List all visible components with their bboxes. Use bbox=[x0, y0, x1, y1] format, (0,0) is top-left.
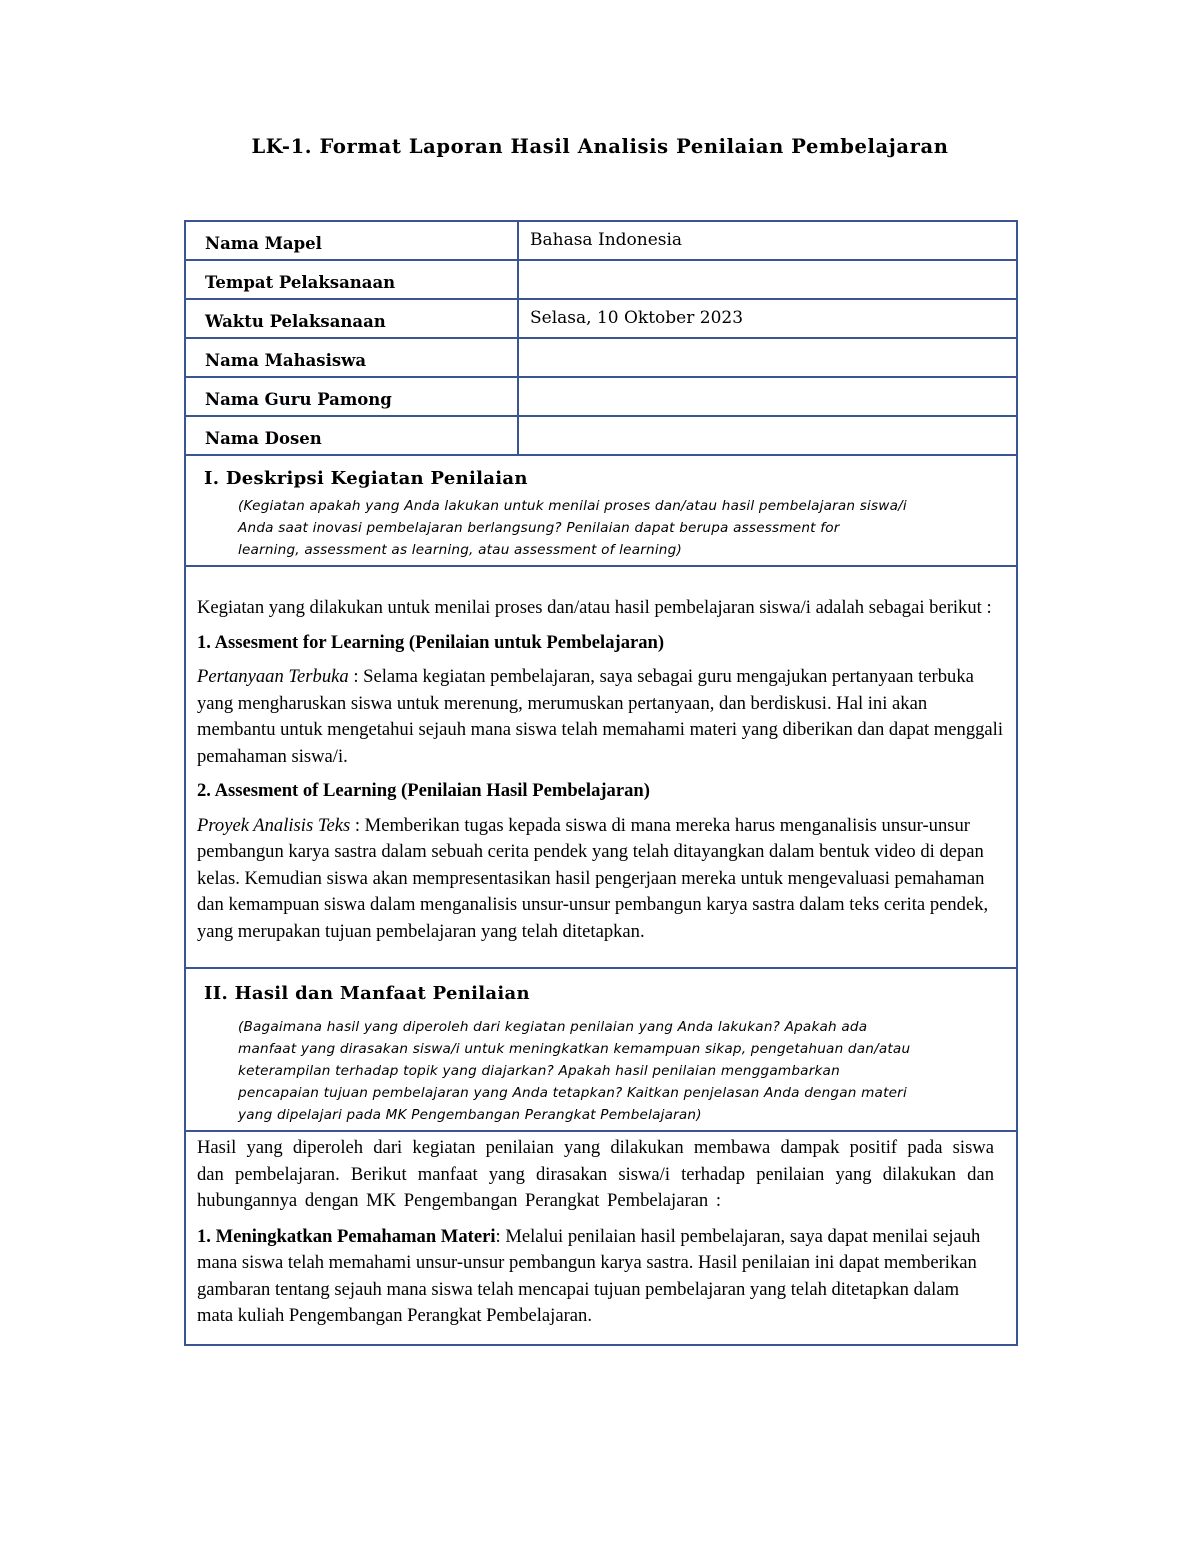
info-row-guru-pamong bbox=[185, 377, 1017, 416]
section2-note: (Bagaimana hasil yang diperoleh dari kegiatan penilaian yang Anda lakukan? Apakah ada manfaat yang dirasakan siswa/i untuk meningkatkan kemampuan sikap, pengetahuan dan/atau keterampilan terhadap topik yang diajarkan? Apakah hasil penilaian menggambarkan pencapaian tujuan pembelajaran yang Anda tetapkan? Kaitkan penjelasan Anda dengan materi yang dipelajari pada MK Pengembangan Perangkat Pembelajaran) bbox=[238, 1019, 911, 1123]
section2-title: II. Hasil dan Manfaat Penilaian bbox=[204, 983, 530, 1004]
label-nama-mahasiswa: Nama Mahasiswa bbox=[185, 338, 518, 377]
section2-item1-text: : Melalui penilaian hasil pembelajaran, saya dapat menilai sejauh mana siswa telah memahami unsur-unsur pembangun karya sastra. Hasil penilaian ini dapat memberikan gambaran tentang sejauh mana siswa telah mencapai tujuan pembelajaran yang telah ditetapkan dalam mata kuliah Pengembangan Perangkat Pembelajaran. bbox=[197, 1225, 981, 1326]
section1-body bbox=[185, 566, 1017, 968]
label-nama-guru-pamong: Nama Guru Pamong bbox=[185, 377, 518, 416]
section2-header-row bbox=[185, 968, 1017, 1131]
info-row-mapel bbox=[185, 221, 1017, 260]
value-waktu-pelaksanaan[interactable]: Selasa, 10 Oktober 2023 bbox=[518, 299, 1017, 338]
section1-note: (Kegiatan apakah yang Anda lakukan untuk menilai proses dan/atau hasil pembelajaran siswa/i Anda saat inovasi pembelajaran berlangsung? Penilaian dapat berupa assessment for learning, assessment as learning, atau assessment of learning) bbox=[238, 498, 907, 558]
info-row-dosen bbox=[185, 416, 1017, 455]
section2-body bbox=[185, 1131, 1017, 1345]
section2-body-row bbox=[185, 1131, 1017, 1345]
section2-header bbox=[185, 968, 1017, 1131]
section2-item1-paragraph bbox=[197, 1224, 994, 1330]
section1-item1-heading: 1. Assesment for Learning (Penilaian untuk Pembelajaran) bbox=[197, 631, 665, 653]
section1-item1-text: : Selama kegiatan pembelajaran, saya sebagai guru mengajukan pertanyaan terbuka yang mengharuskan siswa untuk merenung, merumuskan pertanyaan, dan berdiskusi. Hal ini akan membantu untuk mengetahui sejauh mana siswa telah memahami materi yang diberikan dan dapat menggali pemahaman siswa/i. bbox=[197, 666, 1003, 767]
label-tempat-pelaksanaan: Tempat Pelaksanaan bbox=[185, 260, 518, 299]
label-waktu-pelaksanaan: Waktu Pelaksanaan bbox=[185, 299, 518, 338]
section1-intro: Kegiatan yang dilakukan untuk menilai proses dan/atau hasil pembelajaran siswa/i adalah sebagai berikut : bbox=[197, 597, 992, 618]
info-row-mahasiswa bbox=[185, 338, 1017, 377]
value-nama-mapel[interactable]: Bahasa Indonesia bbox=[518, 221, 1017, 260]
section1-item1-paragraph bbox=[197, 664, 1006, 770]
info-row-tempat bbox=[185, 260, 1017, 299]
section1-title: I. Deskripsi Kegiatan Penilaian bbox=[204, 468, 528, 489]
section1-item2-paragraph bbox=[197, 813, 1006, 946]
value-nama-guru-pamong[interactable] bbox=[518, 377, 1017, 416]
section1-body-row bbox=[185, 566, 1017, 968]
section1-header-row bbox=[185, 455, 1017, 566]
value-nama-mahasiswa[interactable] bbox=[518, 338, 1017, 377]
value-nama-dosen[interactable] bbox=[518, 416, 1017, 455]
section1-item2-term: Proyek Analisis Teks bbox=[197, 814, 351, 836]
section2-intro: Hasil yang diperoleh dari kegiatan penilaian yang dilakukan membawa dampak positif pada siswa dan pembelajaran. Berikut manfaat yang dirasakan siswa/i terhadap penilaian yang dilakukan dan hubungannya dengan MK Pengembangan Perangkat Pembelajaran : bbox=[197, 1137, 994, 1211]
section1-item1-term: Pertanyaan Terbuka bbox=[197, 666, 349, 687]
value-tempat-pelaksanaan[interactable] bbox=[518, 260, 1017, 299]
section2-item1-heading: 1. Meningkatkan Pemahaman Materi bbox=[197, 1225, 496, 1247]
document-title: LK-1. Format Laporan Hasil Analisis Penilaian Pembelajaran bbox=[251, 135, 949, 158]
section1-item2-text: : Memberikan tugas kepada siswa di mana mereka harus menganalisis unsur-unsur pembangun karya sastra dalam sebuah cerita pendek yang telah ditayangkan dalam bentuk video di depan kelas. Kemudian siswa akan mempresentasikan hasil pengerjaan mereka untuk mengevaluasi pemahaman dan kemampuan siswa dalam menganalisis unsur-unsur pembangun karya sastra dalam teks cerita pendek, yang merupakan tujuan pembelajaran yang telah ditetapkan. bbox=[197, 814, 989, 942]
label-nama-mapel: Nama Mapel bbox=[185, 221, 518, 260]
section1-header bbox=[185, 455, 1017, 566]
info-row-waktu bbox=[185, 299, 1017, 338]
section1-item2-heading: 2. Assesment of Learning (Penilaian Hasil Pembelajaran) bbox=[197, 780, 650, 801]
label-nama-dosen: Nama Dosen bbox=[185, 416, 518, 455]
report-table bbox=[184, 220, 1018, 1346]
